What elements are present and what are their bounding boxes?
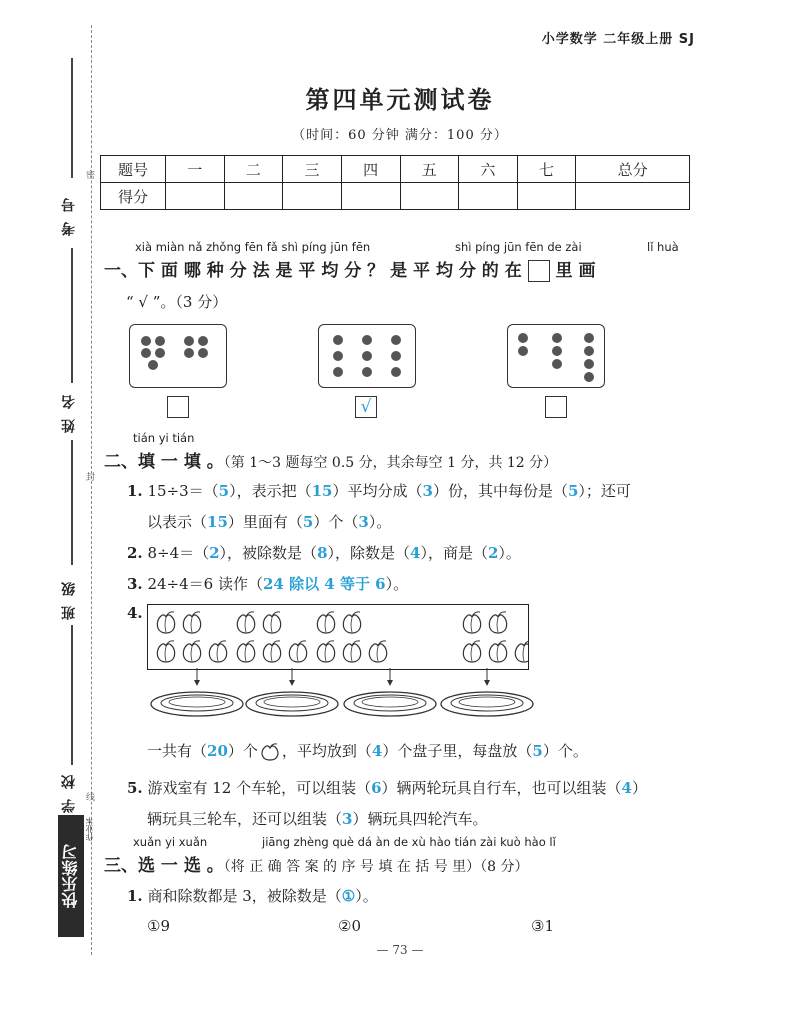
dot <box>391 367 401 377</box>
section1-pinyin: shì píng jūn fēn de zài <box>455 240 582 254</box>
dot <box>391 335 401 345</box>
peach-icon <box>183 641 200 662</box>
dot-group-card <box>129 324 227 388</box>
score-table-header-row <box>101 156 690 183</box>
answer-text[interactable]: 4 <box>621 779 632 797</box>
school-label: 学校 <box>61 765 77 813</box>
question-text: 辆玩具三轮车，还可以组装（ <box>147 810 343 828</box>
name-line <box>71 248 73 383</box>
section1-instruction: “ √ ”。（3 分） <box>126 293 228 311</box>
exam-no-line <box>71 58 73 178</box>
answer-text[interactable]: 5 <box>567 482 579 500</box>
question-number: 2. <box>127 544 143 562</box>
dot <box>148 360 158 370</box>
score-table-cell: 三 <box>283 156 342 183</box>
dot <box>518 333 528 343</box>
school-line <box>71 625 73 765</box>
answer-text[interactable]: 5 <box>532 742 543 760</box>
peach-icon <box>489 612 506 633</box>
question-2-1-continued <box>147 511 391 532</box>
question-text: ）。 <box>498 544 521 562</box>
question-3-1 <box>127 885 378 906</box>
question-text: ）；还可 <box>578 482 631 500</box>
peach-icon <box>263 612 280 633</box>
exam-no-label: 考号 <box>61 188 77 236</box>
section1-heading-text: 里 画 <box>555 261 596 281</box>
peach-icon <box>317 641 334 662</box>
question-text: ）份，其中每份是（ <box>432 482 568 500</box>
plate-icon <box>246 692 338 716</box>
question-text: ），被除数是（ <box>219 544 318 562</box>
question-number: 1. <box>127 482 143 500</box>
question-2-4 <box>147 740 588 762</box>
peach-icon <box>369 641 386 662</box>
section2-heading <box>104 447 557 472</box>
question-text: 8÷4＝（ <box>147 544 210 562</box>
dot <box>362 351 372 361</box>
section2-note: （第 1～3 题每空 0.5 分，其余每空 1 分，共 12 分） <box>223 455 558 471</box>
dot <box>333 335 343 345</box>
cut-mark: 线 <box>86 793 96 803</box>
peach-icon <box>515 641 528 662</box>
dot <box>552 333 562 343</box>
peach-icon <box>157 641 174 662</box>
question-2-3 <box>127 573 408 594</box>
plates-illustration <box>140 668 540 722</box>
answer-text[interactable]: 3 <box>358 513 369 531</box>
section3-pinyin: jiāng zhèng què dá àn de xù hào tián zài kuò hào lǐ <box>262 835 556 849</box>
option[interactable]: ③1 <box>531 917 554 935</box>
exam-subtitle: （时间：60 分钟 满分：100 分） <box>292 128 508 143</box>
question-text: ）平均分成（ <box>332 482 423 500</box>
question-text: 游戏室有 12 个车轮，可以组装（ <box>147 779 372 797</box>
question-text: ）里面有（ <box>227 513 303 531</box>
name-label: 姓名 <box>61 385 77 433</box>
score-input-cell[interactable] <box>517 183 576 210</box>
score-input-cell[interactable] <box>283 183 342 210</box>
answer-checkbox[interactable]: √ <box>355 396 377 418</box>
question-text: 商和除数都是 3，被除数是（ <box>147 887 342 905</box>
score-input-cell[interactable] <box>400 183 459 210</box>
dot <box>391 351 401 361</box>
dot <box>184 336 194 346</box>
dot <box>584 372 594 382</box>
section2-pinyin: tián yi tián <box>133 431 195 445</box>
answer-text[interactable]: 2 <box>487 544 499 562</box>
dot <box>518 346 528 356</box>
peach-icon <box>209 641 226 662</box>
score-table-score-row <box>101 183 690 210</box>
section3-heading <box>104 851 529 876</box>
answer-checkbox[interactable] <box>167 396 189 418</box>
score-input-cell[interactable] <box>459 183 518 210</box>
score-table-cell: 七 <box>517 156 576 183</box>
section1-pinyin: lǐ huà <box>647 240 679 254</box>
question-text: ）。 <box>368 513 392 531</box>
score-input-cell[interactable] <box>224 183 283 210</box>
question-text: ），除数是（ <box>327 544 411 562</box>
question-text: ，平均放到（ <box>281 742 372 760</box>
header-info: 小学数学 二年级上册 SJ <box>541 32 695 47</box>
dot <box>362 367 372 377</box>
section3-pinyin: xuǎn yi xuǎn <box>133 835 208 849</box>
page-number: — 73 — <box>376 943 424 957</box>
score-table-cell: 题号 <box>101 156 166 183</box>
answer-text[interactable]: 8 <box>317 544 328 562</box>
score-table-cell: 得分 <box>101 183 166 210</box>
question-text: ）个 <box>227 742 258 760</box>
answer-text[interactable]: 24 除以 4 等于 6 <box>262 575 386 593</box>
answer-text[interactable]: 20 <box>207 742 228 760</box>
dot <box>141 348 151 358</box>
answer-text[interactable]: 3 <box>342 810 353 828</box>
section3-title: 三、选 一 选 。 <box>104 856 224 876</box>
option[interactable]: ②0 <box>338 917 361 935</box>
question-number: 1. <box>127 887 143 905</box>
score-table-cell: 一 <box>166 156 225 183</box>
peach-icon <box>157 612 174 633</box>
dot <box>584 359 594 369</box>
arrow-down-icon <box>194 668 200 686</box>
peach-icon <box>237 641 254 662</box>
question-2-1 <box>127 480 631 501</box>
question-2-5 <box>127 777 647 798</box>
question-2-4-number <box>127 604 143 622</box>
question-text: ）个。 <box>542 742 588 760</box>
brand-logo: 快乐练习 <box>58 815 84 937</box>
score-table-cell: 五 <box>400 156 459 183</box>
plate-icon <box>344 692 436 716</box>
score-table <box>100 155 690 210</box>
question-text: 24÷4＝6 读作（ <box>147 575 263 593</box>
peach-icon <box>343 641 360 662</box>
score-table-cell: 四 <box>341 156 400 183</box>
dot <box>584 333 594 343</box>
dot-group-card <box>507 324 605 388</box>
arrow-down-icon <box>484 668 490 686</box>
score-table-cell: 二 <box>224 156 283 183</box>
answer-text[interactable]: 4 <box>371 742 383 760</box>
question-text: ），商是（ <box>420 544 488 562</box>
question-text: 一共有（ <box>147 742 208 760</box>
question-number: 4. <box>127 604 143 622</box>
answer-text[interactable]: 15 <box>311 482 333 500</box>
section1-pinyin: xià miàn nǎ zhǒng fēn fǎ shì píng jūn fēn <box>135 240 371 254</box>
arrow-down-icon <box>289 668 295 686</box>
answer-text[interactable]: ① <box>341 887 356 905</box>
dot <box>552 359 562 369</box>
question-2-5-continued <box>147 808 487 829</box>
binding-dashed-line <box>91 25 92 955</box>
dot <box>584 346 594 356</box>
dot <box>552 346 562 356</box>
dot <box>198 348 208 358</box>
answer-text[interactable]: 5 <box>302 513 314 531</box>
dot <box>141 336 151 346</box>
answer-text[interactable]: 4 <box>410 544 421 562</box>
dot <box>333 351 343 361</box>
question-text: 15÷3＝（ <box>147 482 219 500</box>
peach-icon <box>289 641 306 662</box>
score-table-cell: 六 <box>459 156 518 183</box>
answer-text[interactable]: 6 <box>371 779 382 797</box>
class-line <box>71 440 73 565</box>
dot <box>184 348 194 358</box>
peach-icon <box>317 612 334 633</box>
question-2-2 <box>127 542 521 563</box>
dot <box>155 336 165 346</box>
question-text: 以表示（ <box>147 513 208 531</box>
dot-group-card <box>318 324 416 388</box>
score-input-cell[interactable] <box>341 183 400 210</box>
inline-answer-box-icon <box>528 260 550 282</box>
dot <box>333 367 343 377</box>
section3-note: （将 正 确 答 案 的 序 号 填 在 括 号 里）（8 分） <box>223 859 529 875</box>
question-text: ）个盘子里，每盘放（ <box>382 742 533 760</box>
answer-text[interactable]: 15 <box>207 513 228 531</box>
dot <box>198 336 208 346</box>
brand-subtitle: 作业本 <box>85 817 94 841</box>
peach-icon <box>237 612 254 633</box>
answer-checkbox[interactable] <box>545 396 567 418</box>
question-text: ）辆两轮玩具自行车，也可以组装（ <box>381 779 622 797</box>
peaches-illustration <box>148 605 528 669</box>
peach-icon <box>343 612 360 633</box>
section1-heading <box>104 256 595 282</box>
question-text: ），表示把（ <box>229 482 312 500</box>
answer-text[interactable]: 3 <box>422 482 433 500</box>
peach-icon <box>463 612 480 633</box>
section2-title: 二、填 一 填 。 <box>104 452 224 472</box>
answer-text[interactable]: 5 <box>218 482 230 500</box>
cut-mark: 封 <box>86 473 96 483</box>
question-text: ）辆玩具四轮汽车。 <box>352 810 488 828</box>
plate-icon <box>441 692 533 716</box>
peach-icon <box>263 641 280 662</box>
question-text: ）个（ <box>313 513 359 531</box>
score-table-cell: 总分 <box>576 156 690 183</box>
peach-icon <box>183 612 200 633</box>
cut-mark: 密 <box>86 171 96 181</box>
page-title: 第四单元测试卷 <box>305 85 495 114</box>
question-text: ） <box>631 779 647 797</box>
dot <box>155 348 165 358</box>
question-text: ）。 <box>385 575 409 593</box>
section1-heading-text: 一、下 面 哪 种 分 法 是 平 均 分 ？ 是 平 均 分 的 在 <box>104 261 522 281</box>
peach-icon <box>463 641 480 662</box>
score-input-cell[interactable] <box>576 183 690 210</box>
question-number: 5. <box>127 779 143 797</box>
question-number: 3. <box>127 575 143 593</box>
score-input-cell[interactable] <box>166 183 225 210</box>
arrow-down-icon <box>387 668 393 686</box>
question-text: ）。 <box>355 887 378 905</box>
answer-text[interactable]: 2 <box>209 544 220 562</box>
peach-icon <box>258 742 282 762</box>
dot <box>362 335 372 345</box>
class-label: 班级 <box>61 572 77 620</box>
option[interactable]: ①9 <box>147 917 170 935</box>
peach-icon <box>489 641 506 662</box>
plate-icon <box>151 692 243 716</box>
peach-picture-frame <box>147 604 529 670</box>
